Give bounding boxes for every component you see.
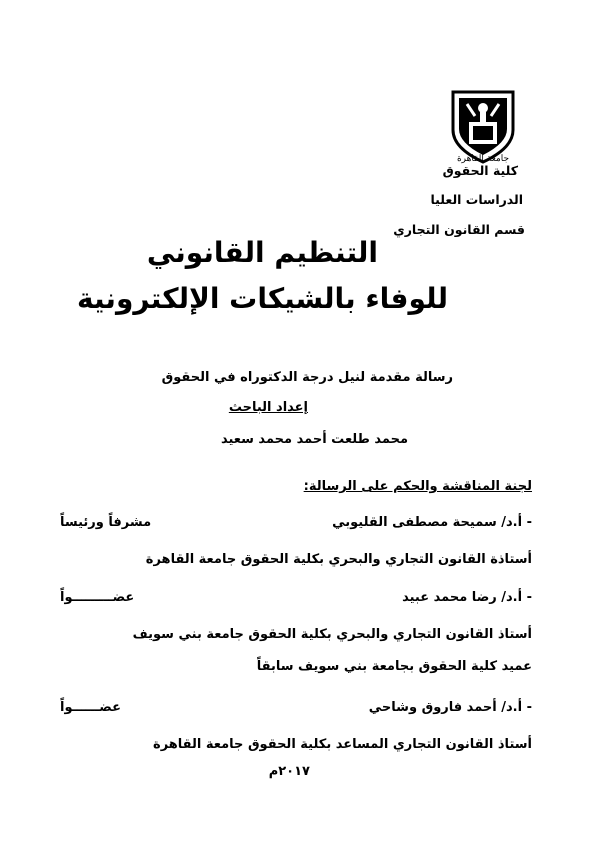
- committee-member-name: - أ.د/ سميحة مصطفى القليوبي: [332, 515, 532, 530]
- thesis-statement: رسالة مقدمة لنيل درجة الدكتوراه في الحقوق: [161, 370, 453, 385]
- committee-member-name: - أ.د/ أحمد فاروق وشاحي: [368, 700, 532, 715]
- committee-member-affiliation: عميد كلية الحقوق بجامعة بني سويف سابقاً: [256, 659, 532, 674]
- committee-member-affiliation: أستاذ القانون التجاري والبحري بكلية الحقوق جامعة بني سويف: [132, 627, 532, 642]
- committee-member-role: مشرفاً ورئيساً: [60, 515, 152, 530]
- logo-caption: جامعة القاهرة: [456, 154, 510, 164]
- department-name: قسم القانون التجاري: [393, 222, 525, 237]
- university-logo: [447, 86, 519, 168]
- committee-member-affiliation: أستاذ القانون التجاري المساعد بكلية الحقوق جامعة القاهرة: [153, 737, 532, 752]
- thesis-title-line1: التنظيم القانوني: [146, 236, 378, 269]
- committee-heading: لجنة المناقشة والحكم على الرسالة:: [303, 479, 532, 494]
- prepared-by-label: إعداد الباحث: [228, 400, 308, 415]
- researcher-name: محمد طلعت أحمد محمد سعيد: [220, 432, 408, 447]
- faculty-name: كلية الحقوق: [442, 163, 518, 178]
- committee-member-name: - أ.د/ رضا محمد عبيد: [402, 590, 532, 605]
- committee-member-role: عضــــــواً: [60, 700, 121, 715]
- year: ٢٠١٧م: [268, 764, 310, 779]
- graduate-studies: الدراسات العليا: [430, 192, 523, 207]
- thesis-title-line2: للوفاء بالشيكات الإلكترونية: [77, 282, 448, 315]
- committee-member-role: عضـــــــــواً: [60, 590, 135, 605]
- committee-member-affiliation: أستاذة القانون التجاري والبحري بكلية الحقوق جامعة القاهرة: [145, 552, 532, 567]
